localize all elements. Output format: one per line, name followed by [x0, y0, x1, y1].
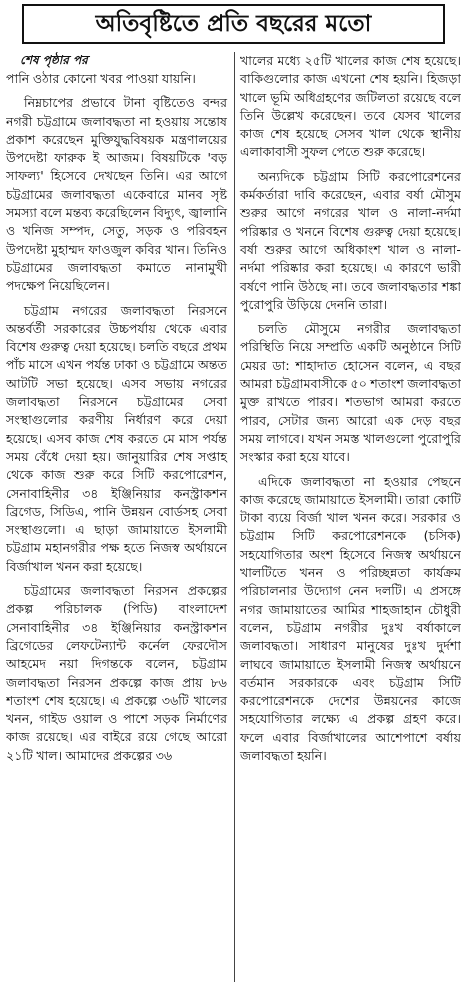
paragraph: চট্টগ্রাম নগরের জলাবদ্ধতা নিরসনে অন্তর্বর্তী সরকারের উচ্চপর্যায় থেকে এবার বিশেষ গুরুত্ব দেয়া হয়েছে। চলতি বছরে প্রথম পাঁচ মাসে এখন পর্যন্ত ঢাকা ও চট্টগ্রামে অন্তত আটটি সভা হয়েছে। এসব সভায় নগরের জলাবদ্ধতা নিরসনে চট্টগ্রামের সেবা সংস্থাগুলোর করণীয় নির্ধারণ করে দেয়া হয়েছে। এসব কাজ শেষ করতে মে মাস পর্যন্ত সময় বেঁধে দেয়া হয়। জানুয়ারির শেষ সপ্তাহ থেকে কাজ শুরু করে সিটি করপোরেশন, সেনাবাহিনীর ৩৪ ইঞ্জিনিয়ার কনস্ট্রাকশন ব্রিগেড, সিডিএ, পানি উন্নয়ন বোর্ডসহ সেবা সংস্থাগুলো। এ ছাড়া জামায়াতে ইসলামী চট্টগ্রাম মহানগরীর পক্ষ হতে নিজস্ব অর্থায়নে বির্জাখাল খনন করা হয়েছে। — [6, 302, 227, 574]
paragraph: চলতি মৌসুমে নগরীর জলাবদ্ধতা পরিস্থিতি নিয়ে সম্প্রতি একটি অনুষ্ঠানে সিটি মেয়র ডা: শাহাদাত হোসেন বলেন, এ বছর আমরা চট্টগ্রামবাসীকে ৫০ শতাংশ জলাবদ্ধতা মুক্ত রাখতে পারব। শতভাগ আমরা করতে পারব, সেটার জন্য আরো এক দেড় বছর সময় লাগবে। যখন সমস্ত খালগুলো পুরোপুরি সংস্কার করা হয়ে যাবে। — [239, 321, 461, 465]
paragraph: নিম্নচাপের প্রভাবে টানা বৃষ্টিতেও বন্দর নগরী চট্টগ্রামে জলাবদ্ধতা না হওয়ায় সন্তোষ প্রকাশ করেছেন মুক্তিযুদ্ধবিষয়ক মন্ত্রণালয়ের উপদেষ্টা ফারুক ই আজম। বিষয়টিকে 'বড় সাফল্য' হিসেবে দেখছেন তিনি। এর আগে চট্টগ্রামের জলাবদ্ধতা একেবারে মানব সৃষ্ট সমস্যা বলে মন্তব্য করেছিলেন বিদ্যুৎ, জ্বালানি ও খনিজ সম্পদ, সেতু, সড়ক ও পরিবহন উপদেষ্টা মুহাম্মদ ফাওজুল কবির খান। তিনিও চট্টগ্রামের জলাবদ্ধতা কমাতে নানামুখী পদক্ষেপ নিয়েছিলেন। — [6, 95, 227, 294]
left-column — [6, 52, 231, 982]
column-divider — [234, 52, 235, 982]
paragraph: পানি ওঠার কোনো খবর পাওয়া যায়নি। — [6, 71, 196, 86]
right-column — [238, 52, 461, 982]
headline: অতিবৃষ্টিতে প্রতি বছরের মতো — [95, 10, 372, 37]
continuation-kicker: শেষ পৃষ্ঠার পর — [20, 53, 88, 67]
paragraph: খালের মধ্যে ২৫টি খালের কাজ শেষ হয়েছে। বাকিগুলোর কাজ এখনো শেষ হয়নি। হিজড়া খালে ভূমি অধিগ্রহণের জটিলতা রয়েছে বলে তিনি উল্লেখ করেছেন। তবে যেসব খালের কাজ শেষ হয়েছে সেসব খাল থেকে স্থানীয় এলাকাবাসী সুফল পেতে শুরু করেছে। — [239, 53, 461, 160]
paragraph: অন্যদিকে চট্টগ্রাম সিটি করপোরেশনের কর্মকর্তারা দাবি করেছেন, এবার বর্ষা মৌসুম শুরুর আগে নগরের খাল ও নালা-নর্দমা পরিষ্কার ও খননে বিশেষ গুরুত্ব দেয়া হয়েছে। বর্ষা শুরুর আগে অধিকাংশ খাল ও নালা-নর্দমা পরিষ্কার করা হয়েছে। এ কারণে ভারী বর্ষণে পানি উঠছে না। তবে জলাবদ্ধতার শঙ্কা পুরোপুরি উড়িয়ে দেননি তারা। — [239, 168, 461, 312]
paragraph: এদিকে জলাবদ্ধতা না হওয়ার পেছনে কাজ করেছে জামায়াতে ইসলামী। তারা কোটি টাকা ব্যয়ে বির্জা খাল খনন করে। সরকার ও চট্টগ্রাম সিটি করপোরেশনকে (চসিক) সহযোগিতার অংশ হিসেবে নিজস্ব অর্থায়নে খালটিতে খনন ও পরিচ্ছন্নতা কার্যক্রম পরিচালনার উদ্যোগ নেন দলটি। এ প্রসঙ্গে নগর জামায়াতের আমির শাহজাহান চৌধুরী বলেন, চট্টগ্রাম নগরীর দুঃখ বর্ষাকালে জলাবদ্ধতা। সাধারণ মানুষের দুঃখ দুর্দশা লাঘবে জামায়াতে ইসলামী নিজস্ব অর্থায়নে বর্তমান সরকারকে এবং চট্টগ্রাম সিটি করপোরেশনকে দেশের উন্নয়নের কাজে সহযোগিতার লক্ষ্যে এ প্রকল্প গ্রহণ করে। ফলে এবার বির্জাখালের আশেপাশে বর্ষায় জলাবদ্ধতা হয়নি। — [239, 473, 461, 763]
paragraph: চট্টগ্রামের জলাবদ্ধতা নিরসন প্রকল্পের প্রকল্প পরিচালক (পিডি) বাংলাদেশ সেনাবাহিনীর ৩৪ ইঞ্জিনিয়ার কনস্ট্রাকশন ব্রিগেডের লেফটেন্যান্ট কর্নেল ফেরদৌস আহমেদ নয়া দিগন্তকে বলেন, চট্টগ্রাম জলাবদ্ধতা নিরসন প্রকল্পে কাজ প্রায় ৮৬ শতাংশ শেষ হয়েছে। এ প্রকল্পে ৩৬টি খালের খনন, গাইড ওয়াল ও পাশে সড়ক নির্মাণের কাজ রয়েছে। এর বাইরে রয়ে গেছে আরো ২১টি খাল। আমাদের প্রকল্পের ৩৬ — [6, 583, 227, 763]
article-columns — [6, 52, 461, 982]
headline-box — [22, 4, 445, 44]
